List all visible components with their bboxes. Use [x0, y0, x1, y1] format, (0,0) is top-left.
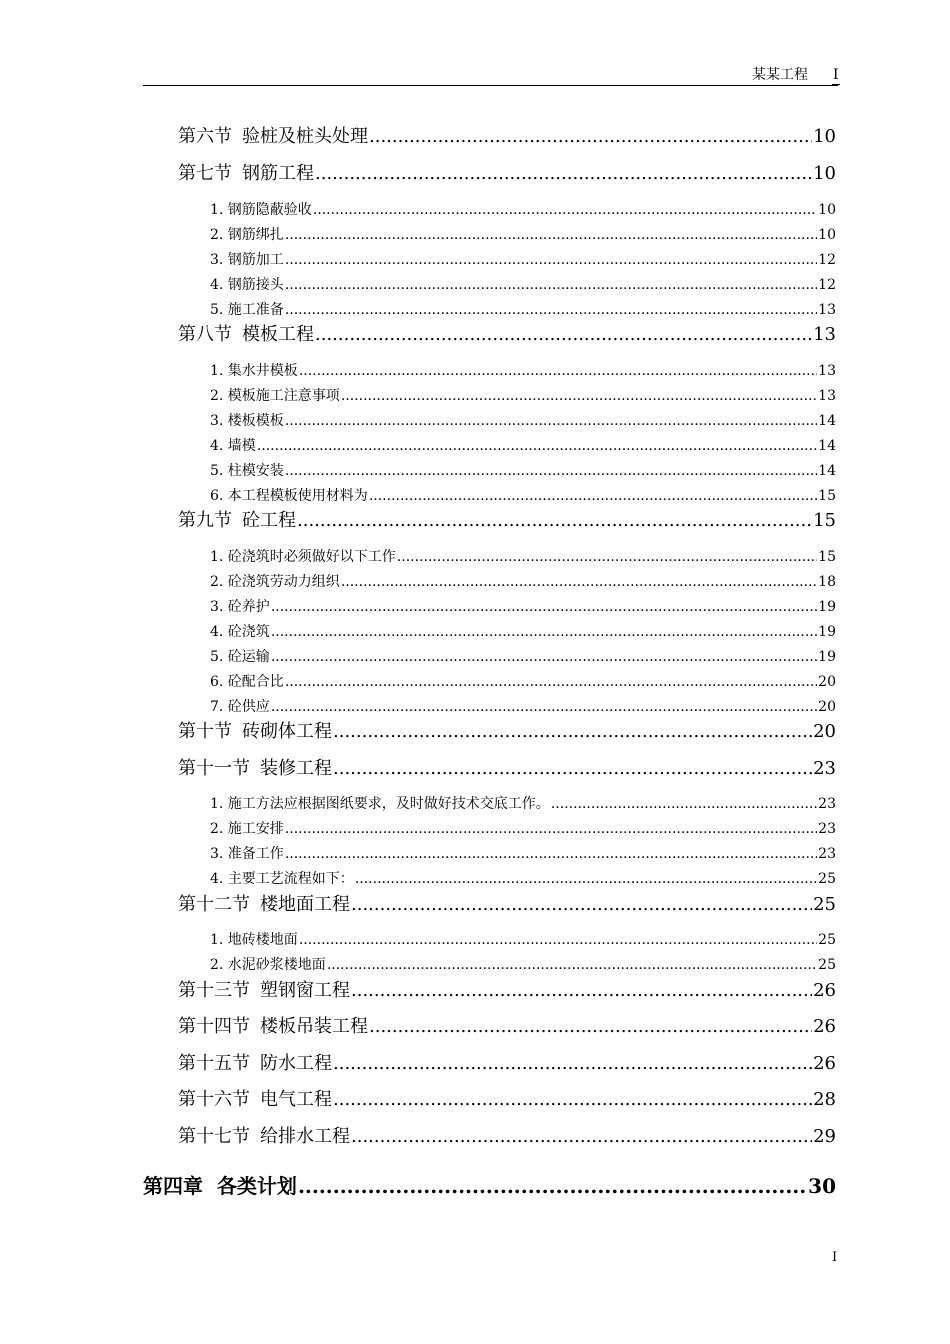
- page-number: 23: [818, 796, 836, 812]
- section-title: 电气工程: [260, 1089, 332, 1110]
- dot-leader: [285, 461, 817, 481]
- item-label: 2. 施工安排: [210, 821, 284, 837]
- page-number: 23: [818, 821, 836, 837]
- dot-leader: [369, 125, 812, 149]
- item-label: 3. 砼养护: [210, 599, 270, 615]
- page-number: 13: [818, 363, 836, 379]
- dot-leader: [285, 411, 817, 431]
- section-number: 第六节: [178, 126, 232, 147]
- section-title: 砼工程: [242, 510, 296, 531]
- dot-leader: [271, 597, 817, 617]
- page-number: 18: [818, 574, 836, 590]
- toc-item[interactable]: [210, 844, 836, 864]
- page-number: 19: [818, 599, 836, 615]
- item-label: 3. 钢筋加工: [210, 252, 284, 268]
- item-label: 1. 施工方法应根据图纸要求，及时做好技术交底工作。: [210, 796, 550, 812]
- section-number: 第十节: [178, 721, 232, 742]
- item-label: 6. 本工程模板使用材料为: [210, 488, 368, 504]
- toc-item[interactable]: [210, 869, 836, 889]
- toc-section-17[interactable]: [178, 1125, 836, 1149]
- dot-leader: [333, 720, 812, 744]
- page-number: 14: [818, 438, 836, 454]
- toc-item[interactable]: [210, 361, 836, 381]
- item-label: 2. 模板施工注意事项: [210, 388, 340, 404]
- dot-leader: [351, 893, 812, 917]
- page-number: 10: [818, 202, 836, 218]
- section-number: 第十六节: [178, 1089, 250, 1110]
- page-number: 13: [813, 324, 836, 345]
- toc-item[interactable]: [210, 275, 836, 295]
- item-label: 1. 砼浇筑时必须做好以下工作: [210, 549, 396, 565]
- dot-leader: [315, 162, 812, 186]
- dot-leader: [341, 572, 817, 592]
- toc-item[interactable]: [210, 697, 836, 717]
- dot-leader: [271, 622, 817, 642]
- page-number: 15: [818, 549, 836, 565]
- dot-leader: [297, 509, 812, 533]
- item-label: 5. 柱模安装: [210, 463, 284, 479]
- toc-item[interactable]: [210, 794, 836, 814]
- toc-item[interactable]: [210, 955, 836, 975]
- item-label: 3. 楼板模板: [210, 413, 284, 429]
- toc-section-10[interactable]: [178, 720, 836, 744]
- page-number: 15: [818, 488, 836, 504]
- section-number: 第十五节: [178, 1053, 250, 1074]
- dot-leader: [285, 300, 817, 320]
- dot-leader: [271, 697, 817, 717]
- dot-leader: [333, 1088, 812, 1112]
- dot-leader: [333, 757, 812, 781]
- page-number: 14: [818, 463, 836, 479]
- toc-section-13[interactable]: [178, 979, 836, 1003]
- page-number: 30: [808, 1174, 836, 1198]
- page-number: 13: [818, 388, 836, 404]
- section-title: 钢筋工程: [242, 163, 314, 184]
- section-title: 给排水工程: [260, 1126, 350, 1147]
- toc-item[interactable]: [210, 622, 836, 642]
- page-number: 15: [813, 510, 836, 531]
- page-number: 19: [818, 649, 836, 665]
- dot-leader: [285, 250, 817, 270]
- toc-item[interactable]: [210, 547, 836, 567]
- section-number: 第九节: [178, 510, 232, 531]
- dot-leader: [327, 955, 817, 975]
- toc-section-11[interactable]: [178, 757, 836, 781]
- dot-leader: [299, 361, 817, 381]
- section-number: 第十二节: [178, 894, 250, 915]
- section-number: 第十四节: [178, 1016, 250, 1037]
- toc-item[interactable]: [210, 461, 836, 481]
- toc-item[interactable]: [210, 436, 836, 456]
- toc-section-12[interactable]: [178, 893, 836, 917]
- section-title: 塑钢窗工程: [260, 980, 350, 1001]
- page-number: 20: [818, 699, 836, 715]
- dot-leader: [313, 200, 817, 220]
- toc-chapter-4[interactable]: [143, 1173, 836, 1199]
- item-label: 1. 集水井模板: [210, 363, 298, 379]
- toc-item[interactable]: [210, 225, 836, 245]
- section-number: 第十三节: [178, 980, 250, 1001]
- item-label: 4. 钢筋接头: [210, 277, 284, 293]
- toc-section-16[interactable]: [178, 1088, 836, 1112]
- header-title: 某某工程: [752, 67, 808, 83]
- item-label: 3. 准备工作: [210, 846, 284, 862]
- toc-section-14[interactable]: [178, 1015, 836, 1039]
- page-number: 23: [813, 758, 836, 779]
- dot-leader: [397, 547, 817, 567]
- toc-item[interactable]: [210, 672, 836, 692]
- page-number: 13: [818, 302, 836, 318]
- dot-leader: [351, 979, 812, 1003]
- dot-leader: [351, 1125, 812, 1149]
- page-number: 26: [813, 1016, 836, 1037]
- footer-page-number: I: [832, 1250, 838, 1265]
- dot-leader: [271, 647, 817, 667]
- toc-section-6[interactable]: [178, 125, 836, 149]
- toc-item[interactable]: [210, 647, 836, 667]
- dot-leader: [298, 1173, 807, 1199]
- item-label: 2. 砼浇筑劳动力组织: [210, 574, 340, 590]
- item-label: 1. 钢筋隐蔽验收: [210, 202, 312, 218]
- section-title: 砖砌体工程: [242, 721, 332, 742]
- page-number: 25: [818, 932, 836, 948]
- item-label: 2. 水泥砂浆楼地面: [210, 957, 326, 973]
- dot-leader: [333, 1052, 812, 1076]
- section-number: 第七节: [178, 163, 232, 184]
- page-number: 28: [813, 1089, 836, 1110]
- section-number: 第十七节: [178, 1126, 250, 1147]
- dot-leader: [285, 844, 817, 864]
- toc-item[interactable]: [210, 200, 836, 220]
- dot-leader: [257, 436, 817, 456]
- toc-section-15[interactable]: [178, 1052, 836, 1076]
- dot-leader: [285, 819, 817, 839]
- dot-leader: [299, 930, 817, 950]
- toc-section-9[interactable]: [178, 509, 836, 533]
- toc-item[interactable]: [210, 572, 836, 592]
- dot-leader: [285, 275, 817, 295]
- toc-item[interactable]: [210, 486, 836, 506]
- page-number: 23: [818, 846, 836, 862]
- section-number: 第八节: [178, 324, 232, 345]
- page-number: 14: [818, 413, 836, 429]
- dot-leader: [285, 672, 817, 692]
- section-title: 装修工程: [260, 758, 332, 779]
- page-number: 10: [818, 227, 836, 243]
- toc-section-8[interactable]: [178, 323, 836, 347]
- section-title: 楼地面工程: [260, 894, 350, 915]
- section-title: 验桩及桩头处理: [242, 126, 368, 147]
- item-label: 4. 砼浇筑: [210, 624, 270, 640]
- page-number: 26: [813, 1053, 836, 1074]
- toc-item[interactable]: [210, 819, 836, 839]
- toc-item[interactable]: [210, 250, 836, 270]
- toc-section-7[interactable]: [178, 162, 836, 186]
- page-number: 10: [813, 126, 836, 147]
- toc-item[interactable]: [210, 386, 836, 406]
- section-number: 第十一节: [178, 758, 250, 779]
- header-rule: [143, 85, 838, 86]
- section-title: 模板工程: [242, 324, 314, 345]
- item-label: 5. 砼运输: [210, 649, 270, 665]
- dot-leader: [369, 486, 817, 506]
- item-label: 6. 砼配合比: [210, 674, 284, 690]
- item-label: 4. 墙模: [210, 438, 256, 454]
- toc-item[interactable]: [210, 411, 836, 431]
- page-number: 25: [818, 871, 836, 887]
- toc-item[interactable]: [210, 300, 836, 320]
- page-number: 29: [813, 1126, 836, 1147]
- item-label: 1. 地砖楼地面: [210, 932, 298, 948]
- dot-leader: [369, 1015, 812, 1039]
- dot-leader: [315, 323, 812, 347]
- item-label: 5. 施工准备: [210, 302, 284, 318]
- item-label: 7. 砼供应: [210, 699, 270, 715]
- page-number: 25: [813, 894, 836, 915]
- item-label: 2. 钢筋绑扎: [210, 227, 284, 243]
- page-number: 19: [818, 624, 836, 640]
- page-number: 12: [818, 252, 836, 268]
- section-title: 楼板吊装工程: [260, 1016, 368, 1037]
- chapter-title: 第四章 各类计划: [143, 1174, 297, 1198]
- page-number: 25: [818, 957, 836, 973]
- page-number: 12: [818, 277, 836, 293]
- page-number: 20: [818, 674, 836, 690]
- dot-leader: [551, 794, 817, 814]
- dot-leader: [355, 869, 817, 889]
- item-label: 4. 主要工艺流程如下：: [210, 871, 354, 887]
- toc-item[interactable]: [210, 597, 836, 617]
- toc-item[interactable]: [210, 930, 836, 950]
- page-number: 26: [813, 980, 836, 1001]
- dot-leader: [285, 225, 817, 245]
- dot-leader: [341, 386, 817, 406]
- header-page-number: I: [833, 67, 839, 83]
- page-number: 10: [813, 163, 836, 184]
- page-number: 20: [813, 721, 836, 742]
- section-title: 防水工程: [260, 1053, 332, 1074]
